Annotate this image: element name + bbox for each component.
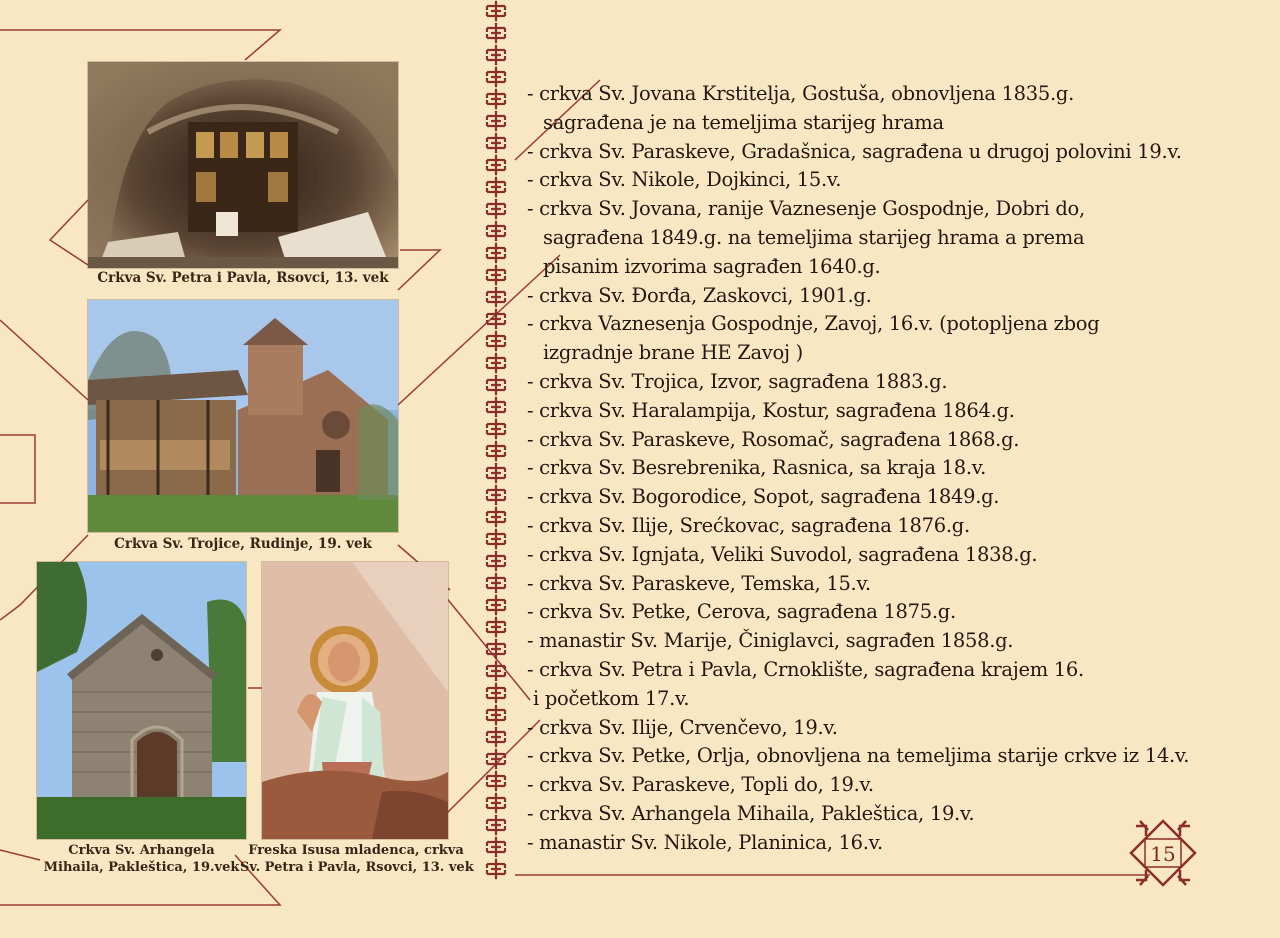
caption-line-2: Sv. Petra i Pavla, Rsovci, 13. vek xyxy=(240,860,474,875)
list-item: - crkva Sv. Trojica, Izvor, sagrađena 1883.g. xyxy=(527,369,948,393)
caption-photo-1 xyxy=(88,270,398,287)
caption-photo-2 xyxy=(88,536,398,553)
caption-line-1: Freska Isusa mladenca, crkva xyxy=(248,843,464,858)
list-item: - crkva Sv. Paraskeve, Rosomač, sagrađena 1868.g. xyxy=(527,427,1020,451)
list-item: - crkva Sv. Đorđa, Zaskovci, 1901.g. xyxy=(527,283,872,307)
caption-text: Crkva Sv. Petra i Pavla, Rsovci, 13. vek xyxy=(97,270,389,286)
list-item: - manastir Sv. Nikole, Planinica, 16.v. xyxy=(527,830,883,854)
ornament-border xyxy=(482,0,510,880)
photo-trinity-church xyxy=(88,300,398,532)
list-item: - crkva Sv. Petke, Orlja, obnovljena na temeljima starije crkve iz 14.v. xyxy=(527,744,1190,768)
list-item: - crkva Sv. Paraskeve, Temska, 15.v. xyxy=(527,571,871,595)
list-item: - crkva Sv. Jovana Krstitelja, Gostuša, obnovljena 1835.g. sagrađena je na temeljima starijeg hrama xyxy=(527,82,1074,134)
list-item: - crkva Sv. Nikole, Dojkinci, 15.v. xyxy=(527,168,842,192)
list-item: - crkva Sv. Ilije, Crvenčevo, 19.v. xyxy=(527,715,838,739)
list-item: - crkva Sv. Arhangela Mihaila, Pakleštica, 19.v. xyxy=(527,801,975,825)
list-item: - manastir Sv. Marije, Činiglavci, sagrađen 1858.g. xyxy=(527,629,1014,653)
photo-fresco xyxy=(262,562,448,839)
list-item: - crkva Sv. Ilije, Srećkovac, sagrađena 1876.g. xyxy=(527,513,970,537)
caption-line-2: Mihaila, Pakleštica, 19.vek xyxy=(43,860,240,875)
photo-cave-church xyxy=(88,62,398,268)
photo-archangel-church xyxy=(37,562,246,839)
caption-line-1: Crkva Sv. Arhangela xyxy=(68,843,215,858)
page-number: 15 xyxy=(1150,842,1176,866)
caption-photo-4 xyxy=(240,842,472,876)
list-item: - crkva Sv. Haralampija, Kostur, sagrađena 1864.g. xyxy=(527,398,1015,422)
church-list xyxy=(527,80,1227,858)
list-item: - crkva Sv. Petke, Cerova, sagrađena 1875.g. xyxy=(527,600,956,624)
list-item: - crkva Sv. Bogorodice, Sopot, sagrađena 1849.g. xyxy=(527,485,1000,509)
list-item: - crkva Sv. Petra i Pavla, Crnoklište, sagrađena krajem 16. i početkom 17.v. xyxy=(527,657,1084,710)
caption-photo-3 xyxy=(30,842,253,876)
list-item: - crkva Sv. Paraskeve, Gradašnica, sagrađena u drugoj polovini 19.v. xyxy=(527,139,1182,163)
list-item: - crkva Sv. Besrebrenika, Rasnica, sa kraja 18.v. xyxy=(527,456,987,480)
list-item: - crkva Sv. Jovana, ranije Vaznesenje Gospodnje, Dobri do, sagrađena 1849.g. na temeljima starijeg hrama a prema pisanim izvorima sagrađen 1640.g. xyxy=(527,197,1085,278)
list-item: - crkva Sv. Ignjata, Veliki Suvodol, sagrađena 1838.g. xyxy=(527,542,1038,566)
list-item: - crkva Vaznesenja Gospodnje, Zavoj, 16.v. (potopljena zbog izgradnje brane HE Zavoj ) xyxy=(527,312,1100,365)
list-item: - crkva Sv. Paraskeve, Topli do, 19.v. xyxy=(527,773,874,797)
caption-text: Crkva Sv. Trojice, Rudinje, 19. vek xyxy=(114,536,372,552)
